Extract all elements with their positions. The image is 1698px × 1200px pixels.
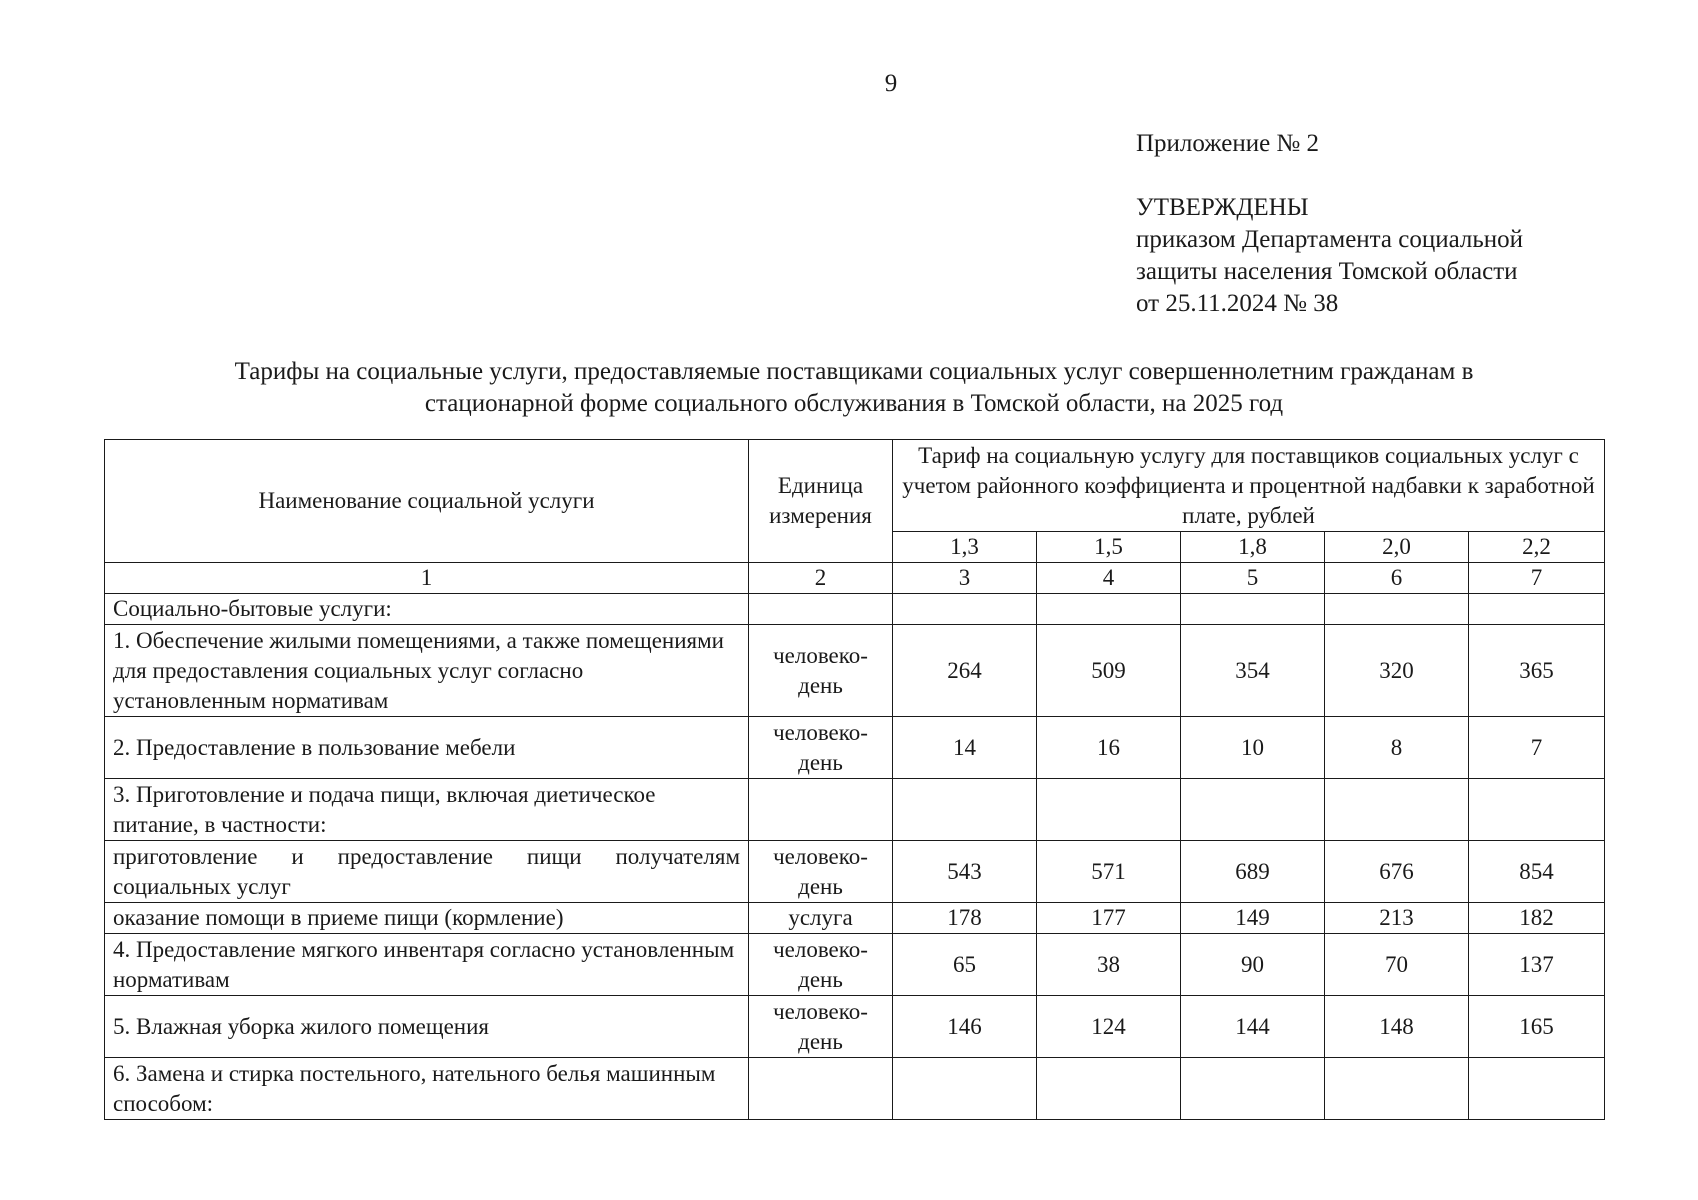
tariff-value: 177 bbox=[1037, 903, 1181, 934]
tariff-value: 182 bbox=[1469, 903, 1605, 934]
tariff-value: 365 bbox=[1469, 625, 1605, 717]
header-coefficient: 1,3 bbox=[893, 532, 1037, 563]
approval-line-1: приказом Департамента социальной bbox=[1136, 226, 1524, 253]
tariff-value: 146 bbox=[893, 996, 1037, 1058]
page-number: 9 bbox=[884, 70, 898, 97]
document-title bbox=[104, 356, 1604, 420]
service-name: 6. Замена и стирка постельного, нательного белья машинным способом: bbox=[105, 1058, 749, 1120]
header-unit: Единица измерения bbox=[749, 440, 893, 563]
table-row bbox=[105, 903, 1605, 934]
tariff-value: 165 bbox=[1469, 996, 1605, 1058]
tariff-value: 148 bbox=[1325, 996, 1469, 1058]
header-coefficient: 2,2 bbox=[1469, 532, 1605, 563]
service-unit: человеко-день bbox=[749, 934, 893, 996]
header-coefficient: 2,0 bbox=[1325, 532, 1469, 563]
table-row bbox=[105, 841, 1605, 903]
tariff-value: 8 bbox=[1325, 717, 1469, 779]
tariff-value bbox=[1325, 1058, 1469, 1120]
tariff-value: 38 bbox=[1037, 934, 1181, 996]
approval-block bbox=[1136, 192, 1523, 320]
tariff-value: 178 bbox=[893, 903, 1037, 934]
table-row bbox=[105, 779, 1605, 841]
tariff-value: 144 bbox=[1181, 996, 1325, 1058]
service-unit: услуга bbox=[749, 903, 893, 934]
service-unit: человеко-день bbox=[749, 996, 893, 1058]
service-unit: человеко-день bbox=[749, 625, 893, 717]
table-row bbox=[105, 934, 1605, 996]
column-number: 1 bbox=[105, 563, 749, 594]
tariff-value: 676 bbox=[1325, 841, 1469, 903]
tariff-value bbox=[893, 1058, 1037, 1120]
tariff-value: 70 bbox=[1325, 934, 1469, 996]
service-name: 1. Обеспечение жилыми помещениями, а также помещениями для предоставления социальных услуг согласно установленным нормативам bbox=[105, 625, 749, 717]
service-name: оказание помощи в приеме пищи (кормление) bbox=[105, 903, 749, 934]
tariff-value: 16 bbox=[1037, 717, 1181, 779]
header-coefficient: 1,8 bbox=[1181, 532, 1325, 563]
column-number: 3 bbox=[893, 563, 1037, 594]
column-number: 4 bbox=[1037, 563, 1181, 594]
tariff-value: 14 bbox=[893, 717, 1037, 779]
header-name: Наименование социальной услуги bbox=[105, 440, 749, 563]
tariff-value: 137 bbox=[1469, 934, 1605, 996]
service-unit: человеко-день bbox=[749, 841, 893, 903]
service-name: 5. Влажная уборка жилого помещения bbox=[105, 996, 749, 1058]
title-line-1: Тарифы на социальные услуги, предоставляемые поставщиками социальных услуг совершеннолетним гражданам в bbox=[234, 358, 1474, 385]
tariff-value bbox=[1037, 779, 1181, 841]
header-tariff: Тариф на социальную услугу для поставщиков социальных услуг с учетом районного коэффициента и процентной надбавки к заработной плате, рублей bbox=[893, 440, 1605, 532]
service-name: 4. Предоставление мягкого инвентаря согласно установленным нормативам bbox=[105, 934, 749, 996]
tariff-value bbox=[893, 779, 1037, 841]
tariff-value: 213 bbox=[1325, 903, 1469, 934]
tariff-value bbox=[1325, 779, 1469, 841]
tariff-value bbox=[1469, 779, 1605, 841]
column-number: 5 bbox=[1181, 563, 1325, 594]
column-numbers-row bbox=[105, 563, 1605, 594]
header-coefficient: 1,5 bbox=[1037, 532, 1181, 563]
tariff-value: 543 bbox=[893, 841, 1037, 903]
service-unit: человеко-день bbox=[749, 717, 893, 779]
table-row bbox=[105, 1058, 1605, 1120]
tariff-value: 509 bbox=[1037, 625, 1181, 717]
approval-line-2: защиты населения Томской области bbox=[1136, 258, 1518, 285]
service-unit bbox=[749, 779, 893, 841]
tariff-value: 7 bbox=[1469, 717, 1605, 779]
tariffs-table bbox=[104, 439, 1605, 1120]
tariff-value: 65 bbox=[893, 934, 1037, 996]
tariff-value: 124 bbox=[1037, 996, 1181, 1058]
service-unit bbox=[749, 1058, 893, 1120]
tariff-value: 149 bbox=[1181, 903, 1325, 934]
appendix-label: Приложение № 2 bbox=[1136, 130, 1320, 157]
section-title: Социально-бытовые услуги: bbox=[105, 594, 749, 625]
tariff-value: 320 bbox=[1325, 625, 1469, 717]
column-number: 7 bbox=[1469, 563, 1605, 594]
tariff-value: 90 bbox=[1181, 934, 1325, 996]
section-row bbox=[105, 594, 1605, 625]
column-number: 2 bbox=[749, 563, 893, 594]
table-row bbox=[105, 625, 1605, 717]
tariff-value: 854 bbox=[1469, 841, 1605, 903]
tariff-value bbox=[1037, 1058, 1181, 1120]
service-name: приготовление и предоставление пищи получателям социальных услуг bbox=[105, 841, 749, 903]
service-name: 2. Предоставление в пользование мебели bbox=[105, 717, 749, 779]
approval-heading: УТВЕРЖДЕНЫ bbox=[1136, 194, 1309, 221]
tariff-value bbox=[1181, 779, 1325, 841]
approval-line-3: от 25.11.2024 № 38 bbox=[1136, 290, 1339, 317]
service-name: 3. Приготовление и подача пищи, включая диетическое питание, в частности: bbox=[105, 779, 749, 841]
tariff-value: 689 bbox=[1181, 841, 1325, 903]
title-line-2: стационарной форме социального обслуживания в Томской области, на 2025 год bbox=[424, 390, 1284, 417]
tariff-value: 264 bbox=[893, 625, 1037, 717]
tariff-value bbox=[1181, 1058, 1325, 1120]
column-number: 6 bbox=[1325, 563, 1469, 594]
table-row bbox=[105, 717, 1605, 779]
tariff-value: 10 bbox=[1181, 717, 1325, 779]
table-row bbox=[105, 996, 1605, 1058]
tariff-value bbox=[1469, 1058, 1605, 1120]
tariff-value: 354 bbox=[1181, 625, 1325, 717]
tariff-value: 571 bbox=[1037, 841, 1181, 903]
